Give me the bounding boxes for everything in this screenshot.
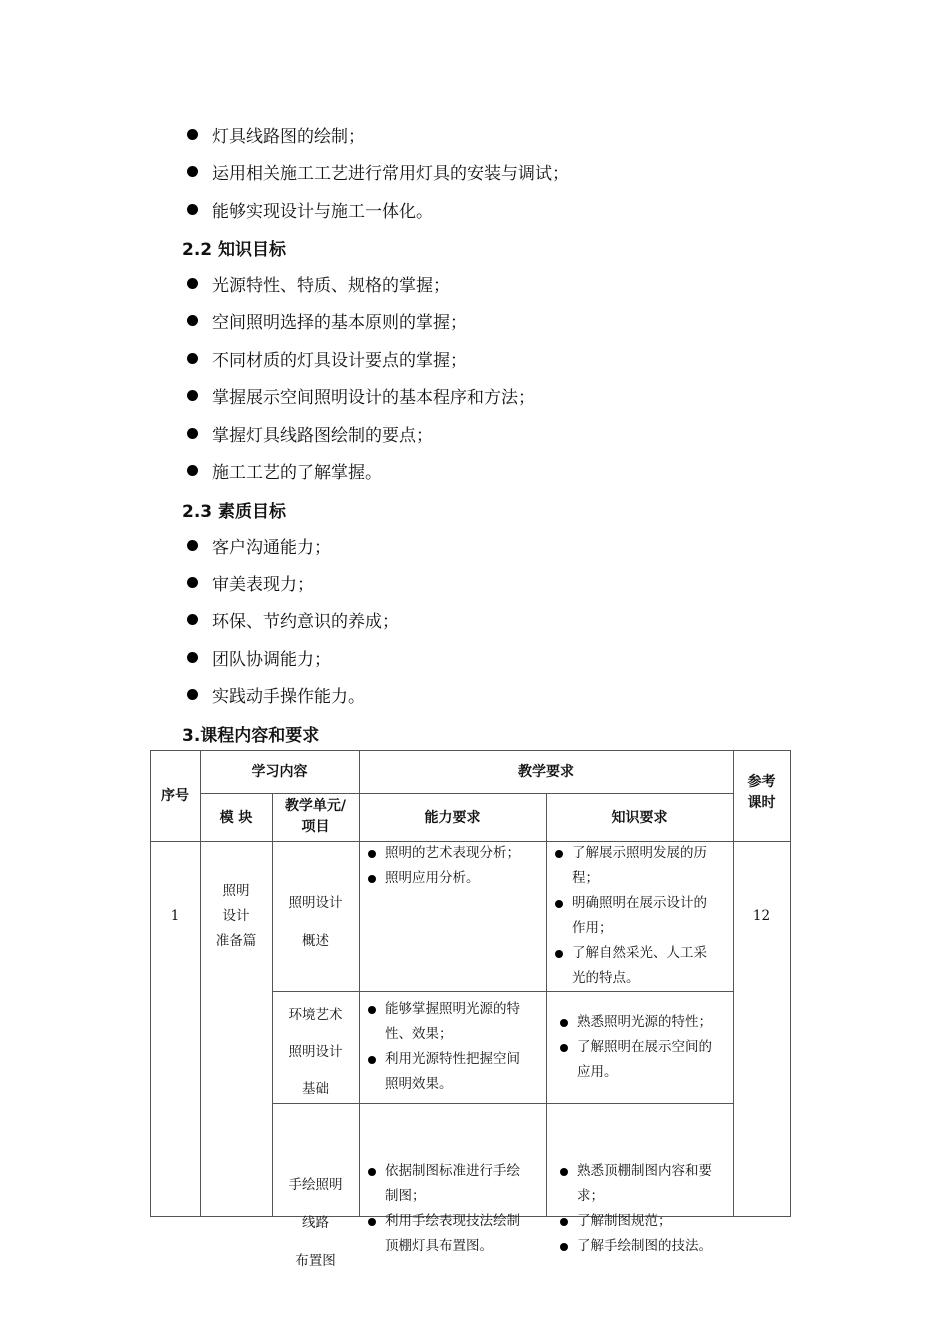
bullet-item: 灯具线路图的绘制；	[187, 121, 365, 147]
section-heading-2-2: 2.2 知识目标	[182, 240, 287, 260]
table-rule	[272, 991, 733, 992]
list-item: 照明的艺术表现分析；	[368, 841, 543, 866]
section-heading-3: 3.课程内容和要求	[182, 726, 320, 746]
header-ability: 能力要求	[424, 810, 481, 826]
list-item: 照明应用分析。	[368, 866, 543, 891]
list-item: 明确照明在展示设计的 作用；	[555, 891, 730, 941]
bullet-icon	[187, 465, 198, 476]
header-seq: 序号	[161, 788, 189, 804]
table-rule	[790, 750, 791, 1217]
row-seq: 1	[170, 908, 180, 924]
list-item: 熟悉顶棚制图内容和要 求；	[560, 1159, 730, 1209]
bullet-icon	[187, 129, 198, 140]
table-rule	[546, 793, 547, 1217]
bullet-icon	[555, 850, 563, 858]
bullet-item: 空间照明选择的基本原则的掌握；	[187, 307, 467, 333]
list-item: 了解制图规范；	[560, 1209, 730, 1234]
list-item: 了解展示照明发展的历 程；	[555, 841, 730, 891]
table-rule	[733, 750, 734, 1217]
list-item: 能够掌握照明光源的特 性、效果；	[368, 997, 543, 1047]
unit-name: 环境艺术 照明设计 基础	[288, 1007, 343, 1097]
list-item: 熟悉照明光源的特性；	[560, 1010, 730, 1035]
list-item: 了解自然采光、人工采 光的特点。	[555, 941, 730, 991]
bullet-icon	[368, 1056, 376, 1064]
bullet-icon	[368, 850, 376, 858]
bullet-icon	[555, 950, 563, 958]
bullet-icon	[560, 1243, 568, 1251]
header-unit: 教学单元/ 项目	[284, 798, 347, 835]
ability-list	[368, 1159, 543, 1259]
bullet-item: 能够实现设计与施工一体化。	[187, 196, 433, 222]
bullet-icon	[560, 1019, 568, 1027]
bullet-item: 施工工艺的了解掌握。	[187, 457, 382, 483]
knowledge-list	[555, 841, 730, 991]
bullet-item: 不同材质的灯具设计要点的掌握；	[187, 345, 467, 371]
list-item: 依据制图标准进行手绘 制图；	[368, 1159, 543, 1209]
bullet-icon	[368, 1218, 376, 1226]
bullet-icon	[187, 652, 198, 663]
bullet-icon	[368, 1168, 376, 1176]
bullet-icon	[560, 1044, 568, 1052]
table-rule	[150, 750, 151, 1217]
header-learning-content: 学习内容	[251, 764, 308, 780]
bullet-icon	[187, 315, 198, 326]
bullet-icon	[187, 278, 198, 289]
bullet-icon	[368, 875, 376, 883]
list-item: 利用光源特性把握空间 照明效果。	[368, 1047, 543, 1097]
bullet-icon	[187, 353, 198, 364]
bullet-icon	[187, 390, 198, 401]
header-teaching-requirements: 教学要求	[518, 764, 574, 780]
bullet-item: 光源特性、特质、规格的掌握；	[187, 270, 450, 296]
bullet-icon	[368, 1006, 376, 1014]
ability-list	[368, 997, 543, 1097]
bullet-item: 客户沟通能力；	[187, 532, 331, 558]
bullet-item: 审美表现力；	[187, 569, 314, 595]
bullet-icon	[187, 689, 198, 700]
header-module: 模 块	[219, 810, 253, 826]
bullet-icon	[187, 577, 198, 588]
bullet-icon	[187, 614, 198, 625]
bullet-item: 环保、节约意识的养成；	[187, 606, 399, 632]
knowledge-list	[560, 1010, 730, 1085]
unit-name: 手绘照明 线路 布置图	[288, 1177, 343, 1269]
bullet-icon	[187, 540, 198, 551]
list-item: 了解手绘制图的技法。	[560, 1234, 730, 1259]
bullet-item: 团队协调能力；	[187, 644, 331, 670]
table-rule	[200, 793, 733, 794]
section-heading-2-3: 2.3 素质目标	[182, 502, 287, 522]
bullet-icon	[187, 166, 198, 177]
bullet-icon	[187, 204, 198, 215]
knowledge-list	[560, 1159, 730, 1259]
unit-name: 照明设计 概述	[288, 895, 343, 949]
bullet-item: 实践动手操作能力。	[187, 681, 365, 707]
bullet-item: 掌握灯具线路图绘制的要点；	[187, 420, 433, 446]
row-module: 照明 设计 准备篇	[215, 883, 257, 949]
header-ref-hours: 参考 课时	[747, 774, 776, 811]
bullet-icon	[187, 428, 198, 439]
table-rule	[150, 750, 791, 751]
bullet-icon	[555, 900, 563, 908]
ability-list	[368, 841, 543, 891]
list-item: 了解照明在展示空间的 应用。	[560, 1035, 730, 1085]
row-hours: 12	[752, 908, 771, 924]
bullet-item: 运用相关施工工艺进行常用灯具的安装与调试；	[187, 158, 569, 184]
header-knowledge: 知识要求	[611, 810, 668, 826]
bullet-icon	[560, 1168, 568, 1176]
list-item: 利用手绘表现技法绘制 顶棚灯具布置图。	[368, 1209, 543, 1259]
bullet-item: 掌握展示空间照明设计的基本程序和方法；	[187, 382, 535, 408]
bullet-icon	[560, 1218, 568, 1226]
